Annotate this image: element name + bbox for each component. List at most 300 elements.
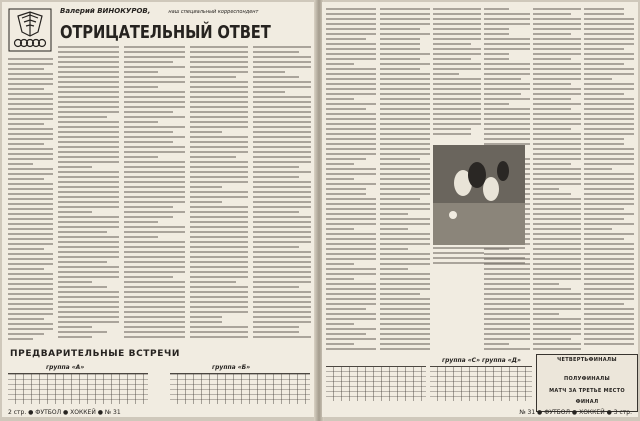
text-line — [58, 46, 119, 48]
text-line — [584, 148, 634, 150]
text-line — [584, 288, 634, 290]
text-line — [533, 88, 581, 90]
text-line — [8, 208, 53, 210]
text-line — [190, 151, 248, 153]
text-line — [380, 133, 430, 135]
text-line — [533, 208, 581, 210]
text-line — [584, 13, 624, 15]
text-line — [190, 271, 248, 273]
text-line — [484, 338, 530, 340]
text-line — [326, 288, 376, 290]
text-line — [253, 91, 285, 93]
text-line — [190, 226, 248, 228]
text-line — [253, 216, 311, 218]
text-line — [326, 268, 376, 270]
text-line — [584, 318, 634, 320]
text-line — [533, 53, 581, 55]
text-line — [190, 191, 248, 193]
text-line — [190, 71, 248, 73]
text-line — [326, 128, 376, 130]
text-line — [584, 123, 634, 125]
text-line — [253, 301, 311, 303]
text-line — [124, 101, 185, 103]
text-line — [326, 133, 376, 135]
text-line — [124, 246, 185, 248]
moscow-olympics-logo — [8, 8, 52, 52]
text-line — [124, 181, 185, 183]
text-line — [584, 178, 634, 180]
text-line — [58, 306, 119, 308]
text-line — [124, 76, 185, 78]
text-line — [253, 271, 311, 273]
text-line — [533, 248, 581, 250]
text-line — [433, 48, 481, 50]
text-line — [380, 248, 408, 250]
text-line — [8, 183, 53, 185]
text-line — [533, 148, 581, 150]
text-line — [380, 343, 430, 345]
text-line — [58, 51, 119, 53]
text-line — [584, 168, 612, 170]
text-line — [190, 291, 248, 293]
text-line — [380, 323, 430, 325]
group-d-tag: группа «Д» — [482, 357, 521, 364]
text-line — [533, 253, 581, 255]
text-line — [584, 33, 634, 35]
text-line — [533, 283, 559, 285]
text-line — [380, 228, 408, 230]
text-line — [326, 328, 376, 330]
text-line — [326, 283, 376, 285]
text-line — [190, 221, 248, 223]
text-line — [190, 76, 236, 78]
text-line — [326, 298, 376, 300]
text-line — [326, 273, 376, 275]
text-line — [533, 173, 581, 175]
text-line — [533, 158, 581, 160]
text-line — [584, 163, 634, 165]
text-line — [484, 28, 509, 30]
text-line — [380, 118, 430, 120]
text-line — [326, 333, 366, 335]
text-line — [326, 23, 376, 25]
text-line — [124, 166, 185, 168]
text-line — [380, 58, 420, 60]
text-line — [124, 226, 185, 228]
text-line — [190, 301, 248, 303]
text-line — [58, 261, 107, 263]
text-line — [533, 108, 571, 110]
text-line — [584, 68, 634, 70]
text-line — [190, 236, 248, 238]
text-line — [433, 262, 525, 264]
text-line — [253, 281, 311, 283]
text-line — [484, 303, 530, 305]
text-line — [124, 241, 185, 243]
text-line — [433, 38, 481, 40]
text-line — [58, 196, 119, 198]
text-line — [326, 103, 376, 105]
text-line — [533, 223, 581, 225]
text-line — [380, 53, 430, 55]
text-line — [584, 303, 624, 305]
text-line — [584, 258, 634, 260]
body-column-2 — [58, 46, 119, 341]
text-line — [190, 211, 248, 213]
text-line — [124, 126, 185, 128]
text-line — [8, 163, 33, 165]
semifinal-title: ПОЛУФИНАЛЫ — [564, 376, 610, 382]
text-line — [253, 151, 311, 153]
text-line — [8, 63, 53, 65]
text-line — [8, 143, 44, 145]
text-line — [380, 253, 430, 255]
text-line — [8, 223, 53, 225]
text-line — [253, 201, 311, 203]
text-line — [433, 78, 481, 80]
text-line — [190, 171, 248, 173]
group-c-tag: группа «С» — [442, 357, 480, 364]
text-line — [58, 316, 119, 318]
text-line — [533, 218, 581, 220]
text-line — [124, 116, 185, 118]
text-line — [533, 93, 581, 95]
text-line — [484, 293, 530, 295]
text-line — [533, 163, 571, 165]
text-line — [484, 138, 530, 140]
text-line — [533, 323, 581, 325]
text-line — [380, 213, 408, 215]
text-line — [8, 323, 53, 325]
text-line — [8, 318, 44, 320]
text-line — [433, 93, 481, 95]
group-c-table — [326, 366, 426, 401]
text-line — [190, 336, 248, 338]
text-line — [190, 246, 248, 248]
text-line — [8, 98, 53, 100]
text-line — [533, 193, 571, 195]
text-line — [484, 73, 530, 75]
text-line — [8, 293, 53, 295]
text-line — [326, 338, 376, 340]
text-line — [533, 103, 581, 105]
text-line — [326, 148, 376, 150]
text-line — [584, 103, 634, 105]
text-line — [253, 126, 311, 128]
text-line — [380, 43, 420, 45]
text-line — [253, 336, 311, 338]
text-line — [8, 268, 44, 270]
text-line — [190, 96, 248, 98]
text-line — [124, 291, 185, 293]
text-line — [380, 138, 430, 140]
text-line — [8, 203, 53, 205]
text-line — [326, 83, 376, 85]
text-line — [326, 258, 376, 260]
text-line — [380, 313, 430, 315]
text-line — [58, 271, 119, 273]
text-line — [380, 123, 430, 125]
text-line — [124, 61, 173, 63]
text-line — [8, 103, 53, 105]
text-line — [326, 118, 376, 120]
text-line — [326, 303, 376, 305]
text-line — [124, 286, 185, 288]
text-line — [380, 338, 430, 340]
text-line — [124, 321, 185, 323]
text-line — [533, 168, 581, 170]
text-line — [533, 188, 559, 190]
text-line — [326, 158, 366, 160]
text-line — [484, 288, 530, 290]
text-line — [380, 278, 430, 280]
text-line — [124, 201, 185, 203]
text-line — [484, 88, 530, 90]
text-line — [326, 218, 376, 220]
text-line — [58, 106, 119, 108]
text-line — [58, 301, 119, 303]
text-line — [190, 176, 248, 178]
text-line — [190, 161, 248, 163]
text-line — [190, 51, 248, 53]
text-line — [58, 96, 119, 98]
text-line — [484, 133, 530, 135]
text-line — [58, 311, 119, 313]
text-line — [253, 171, 311, 173]
text-line — [8, 253, 53, 255]
text-line — [533, 58, 571, 60]
text-line — [124, 156, 158, 158]
text-line — [253, 246, 299, 248]
text-line — [380, 243, 430, 245]
text-line — [8, 88, 44, 90]
text-line — [380, 333, 430, 335]
text-line — [484, 308, 530, 310]
text-line — [58, 336, 92, 338]
text-line — [124, 51, 185, 53]
text-line — [584, 73, 634, 75]
text-line — [380, 68, 420, 70]
text-line — [58, 176, 119, 178]
text-line — [253, 121, 311, 123]
text-line — [326, 243, 376, 245]
text-line — [58, 181, 119, 183]
text-line — [190, 331, 248, 333]
text-line — [253, 296, 311, 298]
text-line — [8, 243, 53, 245]
text-line — [484, 58, 509, 60]
text-line — [253, 141, 311, 143]
text-line — [380, 208, 430, 210]
text-line — [484, 83, 530, 85]
text-line — [8, 123, 44, 125]
text-line — [484, 13, 530, 15]
text-line — [433, 18, 481, 20]
text-line — [124, 251, 185, 253]
text-line — [484, 78, 521, 80]
text-line — [380, 153, 430, 155]
text-line — [484, 8, 509, 10]
text-line — [326, 73, 376, 75]
text-line — [124, 146, 185, 148]
text-line — [8, 303, 53, 305]
text-line — [533, 43, 581, 45]
text-line — [484, 38, 530, 40]
text-line — [380, 128, 430, 130]
text-line — [584, 63, 624, 65]
text-line — [58, 296, 119, 298]
text-line — [533, 298, 581, 300]
text-line — [584, 138, 624, 140]
text-line — [124, 331, 185, 333]
text-line — [326, 343, 354, 345]
text-line — [253, 291, 311, 293]
text-line — [326, 223, 376, 225]
text-line — [326, 213, 376, 215]
text-line — [124, 231, 185, 233]
text-line — [190, 196, 248, 198]
text-line — [584, 323, 634, 325]
text-line — [433, 58, 471, 60]
text-line — [533, 68, 581, 70]
text-line — [8, 198, 53, 200]
text-line — [58, 161, 119, 163]
text-line — [584, 28, 634, 30]
text-line — [380, 163, 430, 165]
text-line — [326, 123, 376, 125]
text-line — [190, 86, 248, 88]
text-line — [253, 101, 311, 103]
text-line — [326, 228, 354, 230]
text-line — [326, 43, 376, 45]
left-page-footer: 2 стр. ● ФУТБОЛ ● ХОККЕЙ ● № 31 — [8, 409, 121, 416]
text-line — [484, 333, 530, 335]
text-line — [124, 111, 173, 113]
text-line — [253, 191, 311, 193]
text-line — [380, 223, 430, 225]
text-line — [584, 268, 634, 270]
text-line — [484, 328, 530, 330]
text-line — [380, 238, 430, 240]
text-line — [584, 313, 634, 315]
text-line — [380, 23, 430, 25]
text-line — [253, 331, 299, 333]
section-title: ПРЕДВАРИТЕЛЬНЫЕ ВСТРЕЧИ — [10, 349, 180, 359]
text-line — [253, 66, 311, 68]
text-line — [124, 176, 185, 178]
text-line — [58, 66, 119, 68]
text-line — [190, 326, 248, 328]
text-line — [584, 278, 634, 280]
text-line — [380, 78, 430, 80]
text-line — [584, 293, 634, 295]
text-line — [190, 306, 248, 308]
text-line — [326, 198, 376, 200]
text-line — [533, 288, 571, 290]
text-line — [58, 121, 119, 123]
text-line — [326, 8, 376, 10]
text-line — [584, 238, 624, 240]
text-line — [380, 318, 430, 320]
text-line — [190, 46, 248, 48]
text-line — [190, 166, 248, 168]
text-line — [380, 148, 430, 150]
text-line — [58, 246, 119, 248]
text-line — [380, 298, 430, 300]
body-column-8 — [433, 8, 481, 138]
text-line — [326, 93, 376, 95]
text-line — [584, 93, 624, 95]
text-line — [253, 196, 311, 198]
text-line — [253, 111, 311, 113]
text-line — [533, 198, 581, 200]
text-line — [584, 338, 634, 340]
text-line — [253, 261, 311, 263]
text-line — [533, 313, 559, 315]
text-line — [326, 78, 376, 80]
text-line — [124, 81, 185, 83]
text-line — [124, 236, 158, 238]
text-line — [124, 136, 185, 138]
text-line — [8, 288, 53, 290]
text-line — [584, 223, 634, 225]
text-line — [253, 131, 311, 133]
text-line — [484, 123, 530, 125]
match-photo — [433, 145, 525, 245]
text-line — [253, 226, 311, 228]
text-line — [190, 181, 248, 183]
text-line — [8, 298, 53, 300]
text-line — [533, 338, 571, 340]
text-line — [533, 203, 581, 205]
text-line — [584, 48, 624, 50]
text-line — [58, 71, 119, 73]
text-line — [253, 156, 311, 158]
text-line — [584, 188, 634, 190]
text-line — [190, 91, 248, 93]
text-line — [326, 138, 376, 140]
text-line — [484, 113, 530, 115]
text-line — [58, 231, 107, 233]
text-line — [253, 181, 311, 183]
text-line — [253, 211, 299, 213]
text-line — [326, 238, 376, 240]
text-line — [380, 108, 430, 110]
text-line — [253, 206, 311, 208]
text-line — [190, 311, 248, 313]
text-line — [326, 293, 376, 295]
text-line — [326, 173, 376, 175]
text-line — [190, 126, 248, 128]
text-line — [533, 178, 581, 180]
text-line — [326, 308, 366, 310]
knockout-results-box — [536, 354, 638, 412]
text-line — [190, 56, 248, 58]
text-line — [124, 266, 185, 268]
text-line — [533, 118, 581, 120]
text-line — [253, 166, 299, 168]
text-line — [433, 247, 525, 249]
body-column-10 — [533, 8, 581, 353]
text-line — [326, 233, 376, 235]
text-line — [533, 18, 581, 20]
text-line — [190, 201, 222, 203]
text-line — [8, 78, 53, 80]
text-line — [380, 308, 430, 310]
text-line — [58, 81, 119, 83]
text-line — [433, 88, 481, 90]
final-title: ФИНАЛ — [575, 399, 599, 405]
